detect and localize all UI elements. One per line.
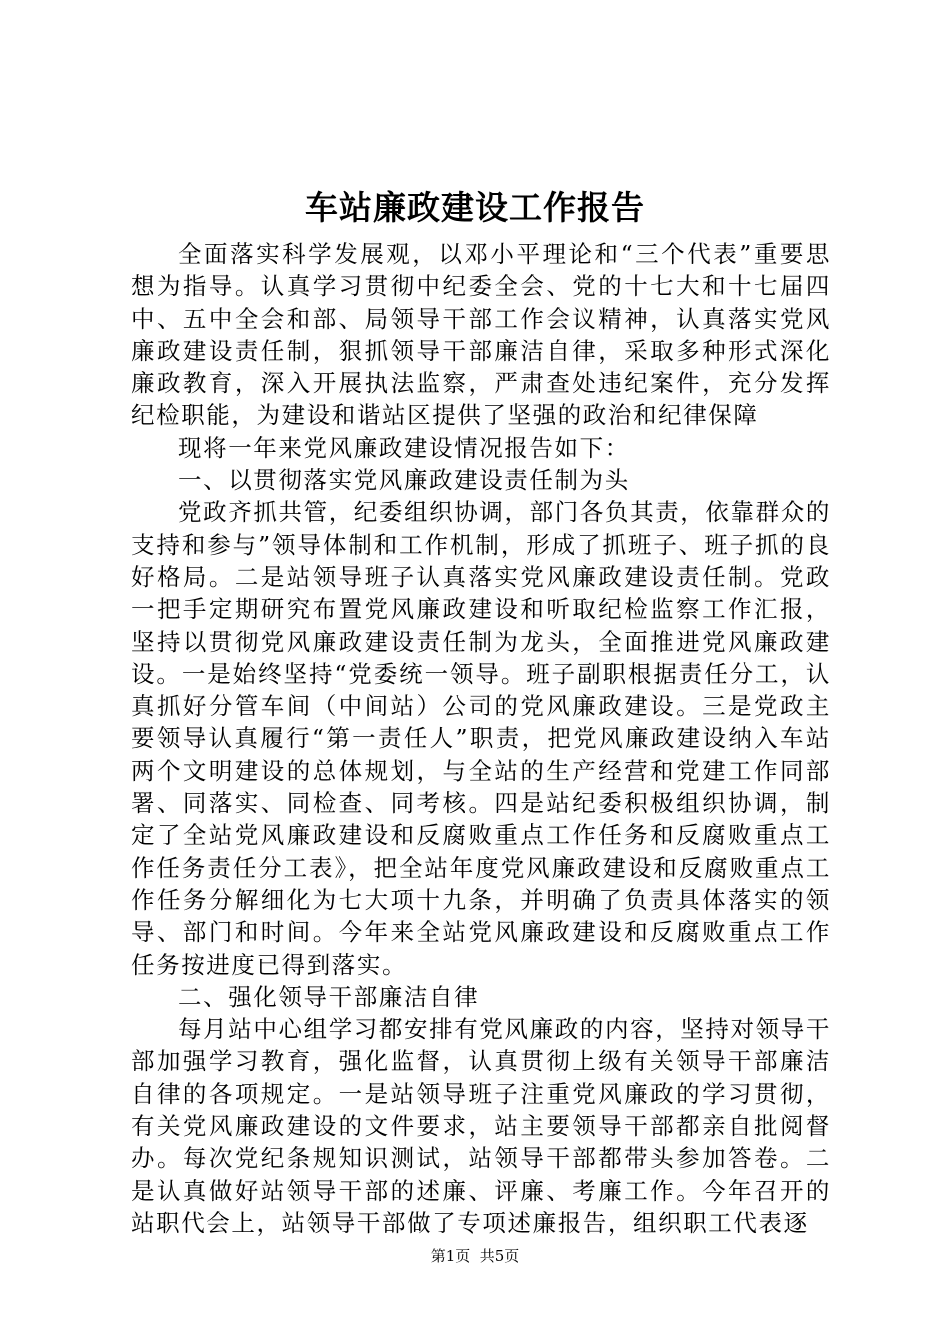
- section-heading-2: 二、强化领导干部廉洁自律: [178, 982, 480, 1011]
- section-heading-1: 一、以贯彻落实党风廉政建设责任制为头: [178, 466, 630, 495]
- paragraph-section-2: 每月站中心组学习都安排有党风廉政的内容，坚持对领导干部加强学习教育，强化监督，认真贯彻上级有关领导干部廉洁自律的各项规定。一是站领导班子注重党风廉政的学习贯彻，有关党风廉政建设的文件要求，站主要领导干部都亲自批阅督办。每次党纪条规知识测试，站领导干部都带头参加答卷。二是认真做好站领导干部的述廉、评廉、考廉工作。今年召开的站职代会上，站领导干部做了专项述廉报告，组织职工代表逐: [131, 1015, 831, 1237]
- paragraph-intro: 全面落实科学发展观，以邓小平理论和“三个代表”重要思想为指导。认真学习贯彻中纪委全会、党的十七大和十七届四中、五中全会和部、局领导干部工作会议精神，认真落实党风廉政建设责任制，狠抓领导干部廉洁自律，采取多种形式深化廉政教育，深入开展执法监察，严肃查处违纪案件，充分发挥纪检职能，为建设和谐站区提供了坚强的政治和纪律保障: [131, 240, 831, 430]
- page-footer: 第1页 共5页: [430, 1247, 520, 1265]
- document-body: [131, 238, 831, 1239]
- paragraph-report-lead: 现将一年来党风廉政建设情况报告如下：: [178, 433, 630, 462]
- page-title: 车站廉政建设工作报告: [305, 188, 645, 227]
- paragraph-section-1: 党政齐抓共管，纪委组织协调，部门各负其责，依靠群众的支持和参与”领导体制和工作机制，形成了抓班子、班子抓的良好格局。二是站领导班子认真落实党风廉政建设责任制。党政一把手定期研究布置党风廉政建设和听取纪检监察工作汇报，坚持以贯彻党风廉政建设责任制为龙头，全面推进党风廉政建设。一是始终坚持“党委统一领导。班子副职根据责任分工，认真抓好分管车间（中间站）公司的党风廉政建设。三是党政主要领导认真履行“第一责任人”职责，把党风廉政建设纳入车站两个文明建设的总体规划，与全站的生产经营和党建工作同部署、同落实、同检查、同考核。四是站纪委积极组织协调，制定了全站党风廉政建设和反腐败重点工作任务和反腐败重点工作任务责任分工表》，把全站年度党风廉政建设和反腐败重点工作任务分解细化为七大项十九条，并明确了负责具体落实的领导、部门和时间。今年来全站党风廉政建设和反腐败重点工作任务按进度已得到落实。: [131, 498, 831, 979]
